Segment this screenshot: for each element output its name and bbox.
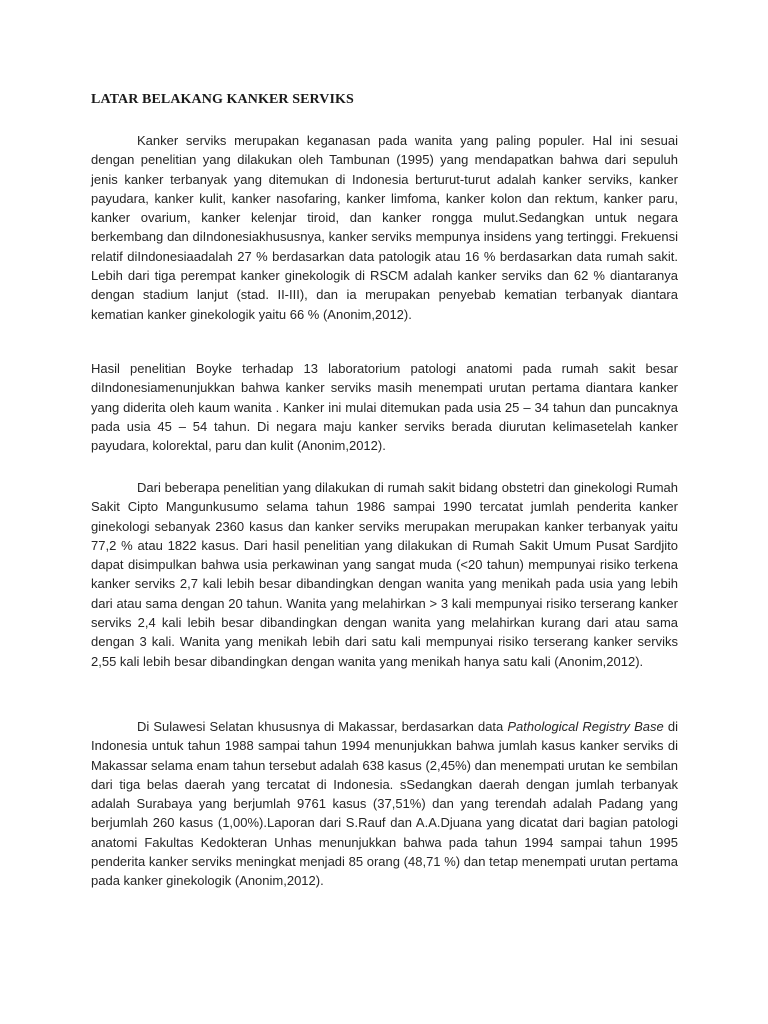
paragraph-4-rest: di Indonesia untuk tahun 1988 sampai tahun 1994 menunjukkan bahwa jumlah kasus kanker serviks di Makassar selama enam tahun tersebut adalah 638 kasus (2,45%) dan menempati urutan ke sembilan dari tiga belas daerah yang tercatat di Indonesia. sSedangkan daerah dengan jumlah terbanyak adalah Surabaya yang berjumlah 9761 kasus (37,51%) dan yang terendah adalah Padang yang berjumlah 260 kasus (1,00%).Laporan dari S.Rauf dan A.A.Djuana yang dicatat dari bagian patologi anatomi Fakultas Kedokteran Unhas menunjukkan bahwa pada tahun 1994 sampai tahun 1995 penderita kanker serviks meningkat menjadi 85 orang (48,71 %) dan tetap menempati urutan pertama pada kanker ginekologik (Anonim,2012). bbox=[91, 719, 678, 889]
paragraph-4-intro: Di Sulawesi Selatan khususnya di Makassar, berdasarkan data bbox=[137, 719, 508, 734]
pathological-registry-base-term: Pathological Registry Base bbox=[507, 719, 664, 734]
document-title: LATAR BELAKANG KANKER SERVIKS bbox=[91, 92, 354, 107]
paragraph-1: Kanker serviks merupakan keganasan pada wanita yang paling populer. Hal ini sesuai dengan penelitian yang dilakukan oleh Tambunan (1995) yang mendapatkan bahwa dari sepuluh jenis kanker terbanyak yang ditemukan di Indonesia berturut-turut adalah kanker serviks, kanker payudara, kanker kulit, kanker nasofaring, kanker limfoma, kanker kolon dan rektum, kanker paru, kanker ovarium, kanker kelenjar tiroid, dan kanker rongga mulut.Sedangkan untuk negara berkembang dan diIndonesiakhususnya, kanker serviks mempunya insidens yang tertinggi. Frekuensi relatif diIndonesiaadalah 27 % berdasarkan data patologik atau 16 % berdasarkan data rumah sakit. Lebih dari tiga perempat kanker ginekologik di RSCM adalah kanker serviks dan 62 % diantaranya dengan stadium lanjut (stad. II-III), dan ia merupakan penyebab kematian terbanyak diantara kematian kanker ginekologik yaitu 66 % (Anonim,2012). bbox=[91, 133, 678, 322]
paragraph-2: Hasil penelitian Boyke terhadap 13 laboratorium patologi anatomi pada rumah sakit besar diIndonesiamenunjukkan bahwa kanker serviks masih menempati urutan pertama diantara kanker yang diderita oleh kaum wanita . Kanker ini mulai ditemukan pada usia 25 – 34 tahun dan puncaknya pada usia 45 – 54 tahun. Di negara maju kanker serviks berada diurutan kelimasetelah kanker payudara, kolorektal, paru dan kulit (Anonim,2012). bbox=[91, 361, 678, 454]
paragraph-3: Dari beberapa penelitian yang dilakukan di rumah sakit bidang obstetri dan ginekologi Rumah Sakit Cipto Mangunkusumo selama tahun 1986 sampai 1990 tercatat jumlah penderita kanker ginekologi sebanyak 2360 kasus dan kanker serviks merupakan merupakan kanker terbanyak yaitu 77,2 % atau 1822 kasus. Dari hasil penelitian yang dilakukan di Rumah Sakit Umum Pusat Sardjito dapat disimpulkan bahwa usia perkawinan yang sangat muda (<20 tahun) mempunyai risiko terkena kanker serviks 2,7 kali lebih besar dibandingkan dengan wanita yang menikah pada usia yang lebih dari atau sama dengan 20 tahun. Wanita yang melahirkan > 3 kali mempunyai risiko terserang kanker serviks 2,4 kali lebih besar dibandingkan dengan wanita yang melahirkan kurang dari atau sama dengan 3 kali. Wanita yang menikah lebih dari satu kali mempunyai risiko terserang kanker serviks 2,55 kali lebih besar dibandingkan dengan wanita yang menikah hanya satu kali (Anonim,2012). bbox=[91, 480, 678, 669]
paragraph-4 bbox=[91, 717, 678, 891]
